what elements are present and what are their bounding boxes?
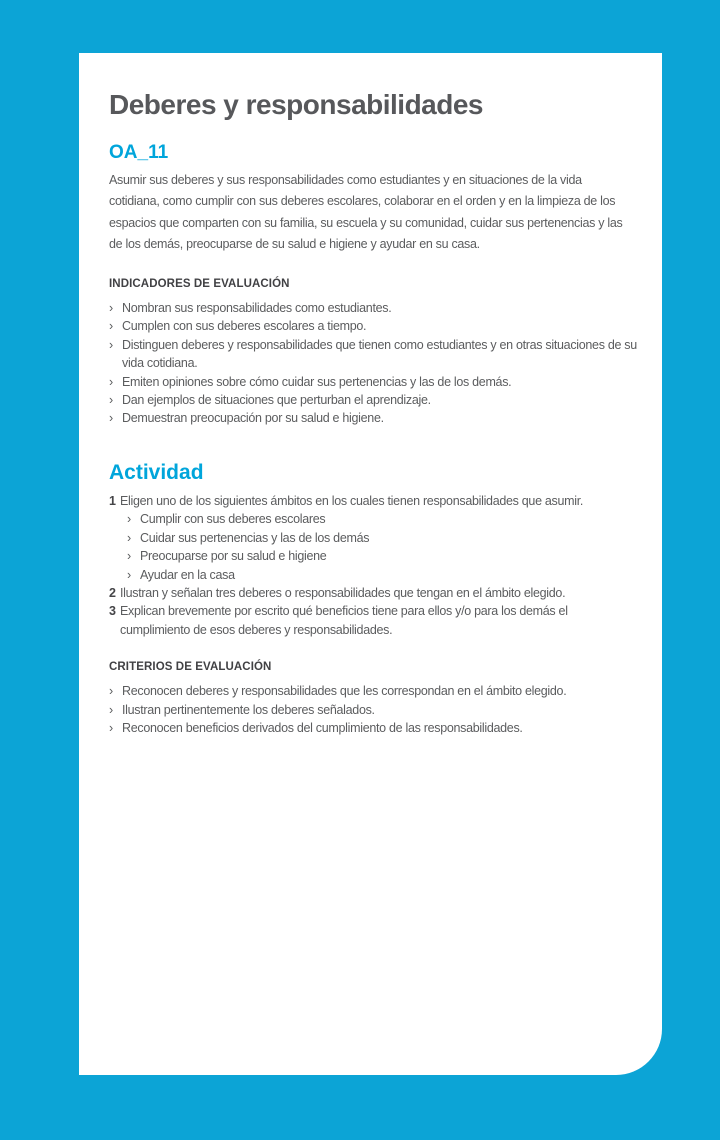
indicator-text: Distinguen deberes y responsabilidades que tienen como estudiantes y en otras situaciones de su vida cotidiana. — [122, 337, 637, 371]
content-card — [79, 53, 662, 1075]
step-number: 1 — [109, 493, 116, 508]
oa-code: OA_11 — [109, 142, 169, 164]
step-number: 3 — [109, 604, 116, 619]
step-text: Eligen uno de los siguientes ámbitos en los cuales tienen responsabilidades que asumir. — [120, 493, 584, 508]
step-text: Explican brevemente por escrito qué beneficios tiene para ellos y/o para los demás el cumplimiento de esos deberes y responsabilidades. — [120, 604, 568, 637]
step-text: Ilustran y señalan tres deberes o responsabilidades que tengan en el ámbito elegido. — [120, 585, 566, 600]
step-number: 2 — [109, 585, 116, 600]
option-text: Cumplir con sus deberes escolares — [140, 512, 326, 527]
bullet-marker: › — [109, 392, 113, 407]
bullet-marker: › — [109, 720, 113, 735]
activity-option — [127, 547, 637, 565]
activity-step — [109, 492, 637, 510]
indicator-item — [109, 409, 637, 427]
option-text: Cuidar sus pertenencias y las de los demás — [140, 530, 370, 545]
indicator-text: Emiten opiniones sobre cómo cuidar sus pertenencias y las de los demás. — [122, 374, 512, 389]
criteria-item — [109, 719, 637, 737]
bullet-marker: › — [127, 567, 131, 582]
activity-option — [127, 529, 637, 547]
bullet-marker: › — [109, 300, 113, 315]
activity-option — [127, 510, 637, 528]
indicator-text: Dan ejemplos de situaciones que perturban el aprendizaje. — [122, 392, 431, 407]
bullet-marker: › — [109, 319, 113, 334]
bullet-marker: › — [127, 549, 131, 564]
indicadores-list — [109, 299, 637, 428]
bullet-marker: › — [127, 512, 131, 527]
criteria-item — [109, 682, 637, 700]
bullet-marker: › — [109, 684, 113, 699]
bullet-marker: › — [109, 337, 113, 352]
oa-description: Asumir sus deberes y sus responsabilidades como estudiantes y en situaciones de la vida cotidiana, como cumplir con sus deberes escolares, colaborar en el orden y en la limpieza de los espacios que comparten con su familia, su escuela y su comunidad, cuidar sus pertenencias y las de los demás, preocuparse de su salud e higiene y ayudar en su casa. — [109, 172, 623, 252]
option-text: Ayudar en la casa — [140, 567, 235, 582]
indicator-text: Demuestran preocupación por su salud e higiene. — [122, 411, 384, 426]
section-heading-indicadores: INDICADORES DE EVALUACIÓN — [109, 277, 290, 290]
indicator-item — [109, 373, 637, 391]
activity-options-list — [127, 510, 637, 584]
option-text: Preocuparse por su salud e higiene — [140, 549, 327, 564]
section-heading-criterios: CRITERIOS DE EVALUACIÓN — [109, 661, 272, 674]
criteria-text: Reconocen deberes y responsabilidades que les correspondan en el ámbito elegido. — [122, 684, 567, 699]
indicator-text: Cumplen con sus deberes escolares a tiempo. — [122, 319, 367, 334]
activity-step — [109, 584, 637, 602]
indicator-item — [109, 299, 637, 317]
criterios-list — [109, 682, 637, 737]
activity-steps — [109, 492, 637, 639]
activity-heading: Actividad — [109, 460, 204, 484]
page-title: Deberes y responsabilidades — [109, 89, 484, 120]
activity-step — [109, 602, 637, 639]
criteria-text: Ilustran pertinentemente los deberes señalados. — [122, 702, 375, 717]
bullet-marker: › — [109, 411, 113, 426]
criteria-text: Reconocen beneficios derivados del cumplimiento de las responsabilidades. — [122, 720, 523, 735]
indicator-text: Nombran sus responsabilidades como estudiantes. — [122, 300, 392, 315]
indicator-item — [109, 317, 637, 335]
activity-option — [127, 566, 637, 584]
criteria-item — [109, 701, 637, 719]
bullet-marker: › — [109, 702, 113, 717]
bullet-marker: › — [127, 530, 131, 545]
indicator-item — [109, 391, 637, 409]
indicator-item — [109, 336, 637, 373]
bullet-marker: › — [109, 374, 113, 389]
